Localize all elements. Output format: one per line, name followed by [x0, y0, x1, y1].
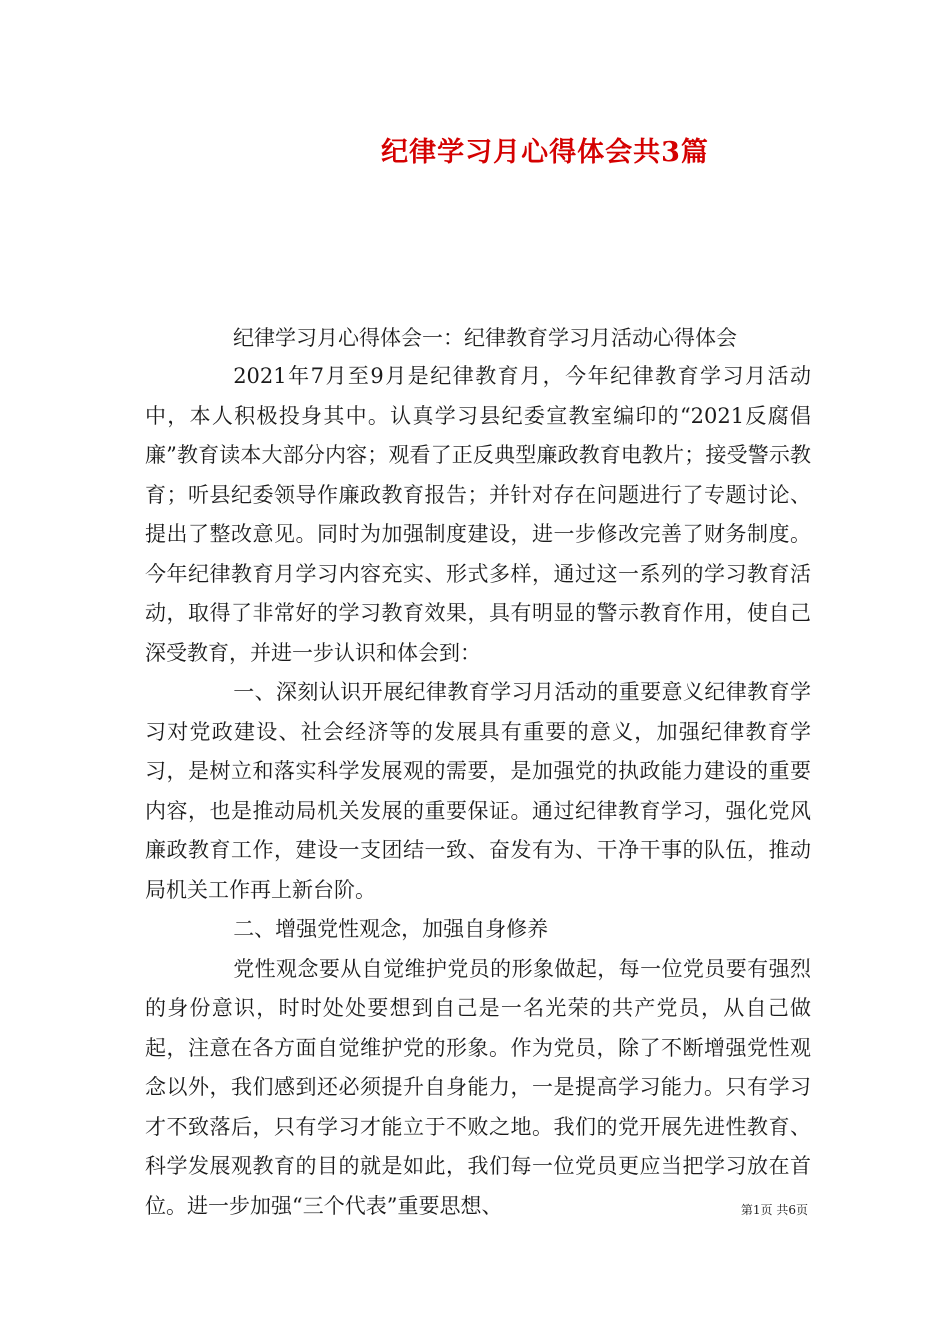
paragraph-1: 2021年7月至9月是纪律教育月，今年纪律教育学习月活动中，本人积极投身其中。认真学习县纪委宣教室编印的“2021反腐倡廉”教育读本大部分内容；观看了正反典型廉政教育电教片；接受警示教育；听县纪委领导作廉政教育报告；并针对存在问题进行了专题讨论、提出了整改意见。同时为加强制度建设，进一步修改完善了财务制度。今年纪律教育月学习内容充实、形式多样，通过这一系列的学习教育活动，取得了非常好的学习教育效果，具有明显的警示教育作用，使自己深受教育，并进一步认识和体会到： — [145, 364, 811, 665]
section-subtitle: 纪律学习月心得体会一：纪律教育学习月活动心得体会 — [233, 326, 737, 350]
document-body — [145, 320, 811, 1226]
section-heading: 二、增强党性观念，加强自身修养 — [233, 917, 549, 941]
paragraph-2: 一、深刻认识开展纪律教育学习月活动的重要意义纪律教育学习对党政建设、社会经济等的发展具有重要的意义，加强纪律教育学习，是树立和落实科学发展观的需要，是加强党的执政能力建设的重要内容，也是推动局机关发展的重要保证。通过纪律教育学习，强化党风廉政教育工作，建设一支团结一致、奋发有为、干净干事的队伍，推动局机关工作再上新台阶。 — [145, 680, 811, 902]
paragraph-3: 党性观念要从自觉维护党员的形象做起，每一位党员要有强烈的身份意识，时时处处要想到自己是一名光荣的共产党员，从自己做起，注意在各方面自觉维护党的形象。作为党员，除了不断增强党性观念以外，我们感到还必须提升自身能力，一是提高学习能力。只有学习才不致落后，只有学习才能立于不败之地。我们的党开展先进性教育、科学发展观教育的目的就是如此，我们每一位党员更应当把学习放在首位。进一步加强“三个代表”重要思想、 — [145, 956, 811, 1218]
document-title: 纪律学习月心得体会共3篇 — [381, 137, 709, 168]
page-number: 第1页 共6页 — [740, 1203, 808, 1217]
